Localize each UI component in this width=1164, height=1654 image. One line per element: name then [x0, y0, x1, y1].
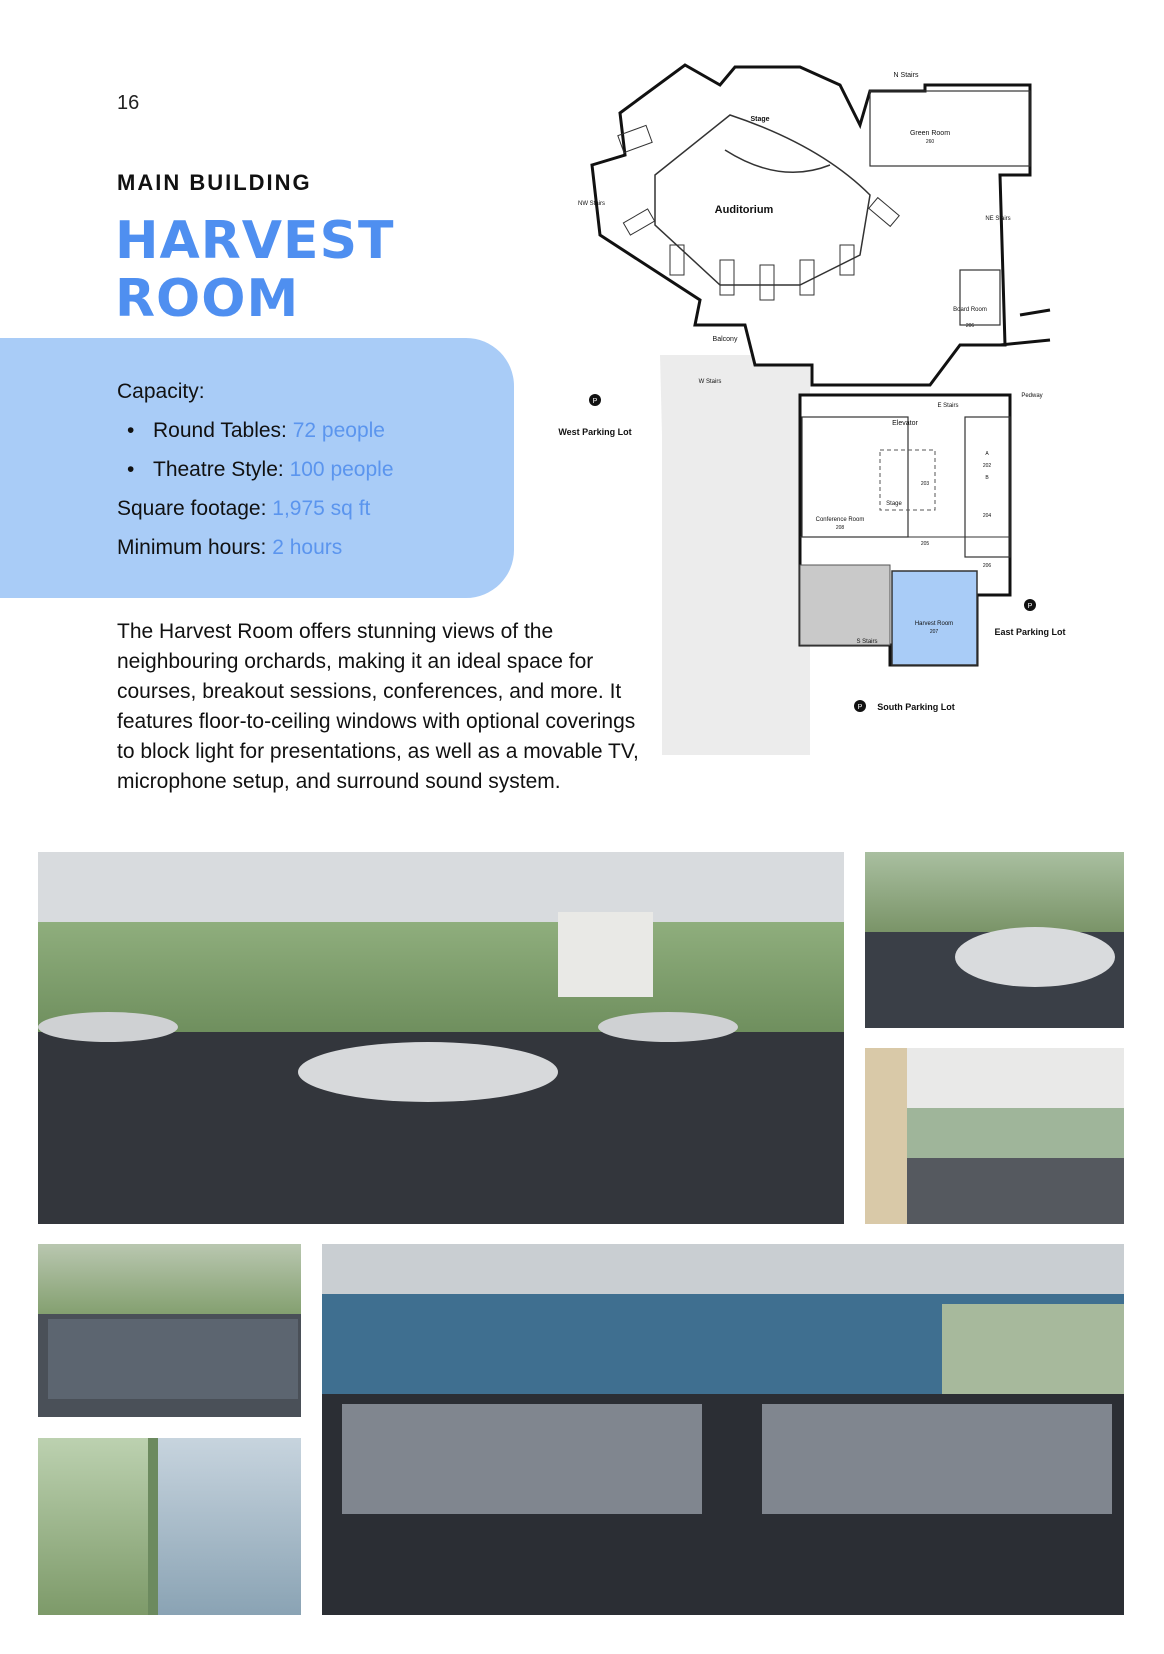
nw-stairs-label: NW Stairs — [578, 201, 605, 207]
stairwell-area — [800, 565, 890, 645]
elevator-label: Elevator — [892, 420, 918, 427]
photo-room-round-tables — [38, 852, 844, 1224]
room-204-label: 204 — [982, 513, 992, 519]
min-hours-value: 2 hours — [272, 536, 343, 559]
photo-chair-rows — [38, 1244, 301, 1417]
ne-stairs-label: NE Stairs — [985, 216, 1011, 222]
title-line-2: ROOM — [115, 269, 300, 329]
auditorium-label: Auditorium — [714, 204, 774, 216]
theatre-row: • Theatre Style: 100 people — [127, 458, 394, 481]
page-number: 16 — [117, 92, 140, 114]
photo-room-wide — [865, 1048, 1124, 1224]
photo-windows-view — [38, 1438, 301, 1615]
south-parking-p: P — [857, 704, 863, 711]
capacity-label: Capacity: — [117, 380, 205, 403]
pedway-line-2 — [1000, 340, 1050, 345]
conference-room-number: 208 — [835, 525, 845, 531]
pedway-label: Pedway — [1021, 393, 1043, 399]
round-tables-value: 72 people — [292, 419, 385, 442]
photo-room-corner — [865, 852, 1124, 1028]
pedway-line — [1020, 310, 1050, 315]
e-stairs-label: E Stairs — [937, 403, 959, 409]
round-tables-row: • Round Tables: 72 people — [127, 419, 385, 442]
board-room-number: 206 — [965, 323, 975, 329]
sqft-row: Square footage: 1,975 sq ft — [117, 497, 371, 520]
s-stairs-label: S Stairs — [856, 639, 878, 645]
harvest-room-highlight — [892, 571, 977, 665]
balcony-label: Balcony — [712, 336, 738, 343]
specs-list — [117, 372, 394, 567]
min-hours-row: Minimum hours: 2 hours — [117, 536, 343, 559]
section-heading: MAIN BUILDING — [117, 170, 312, 195]
room-202-label: 202 — [982, 463, 992, 469]
sqft-value: 1,975 sq ft — [272, 497, 371, 520]
stage-mid-label: Stage — [886, 501, 902, 507]
room-description: The Harvest Room offers stunning views of the neighbouring orchards, making it an ideal space for courses, breakout sessions, conferences, and more. It features floor-to-ceiling windows with optional coverings to block light for presentations, as well as a movable TV, microphone setup, and surround sound system. — [117, 620, 639, 793]
n-stairs-label: N Stairs — [893, 72, 919, 79]
room-203-label: 203 — [920, 481, 930, 487]
west-parking-p: P — [592, 398, 598, 405]
title-line-1: HARVEST — [115, 211, 395, 271]
board-room-label: Board Room — [953, 307, 987, 313]
east-parking-label: East Parking Lot — [994, 627, 1066, 637]
west-parking-label: West Parking Lot — [558, 427, 632, 437]
room-206-label: 206 — [982, 563, 992, 569]
room-a-label: A — [985, 451, 989, 457]
main-building-outline — [592, 65, 1030, 385]
green-room-label: Green Room — [909, 130, 951, 137]
stage-label: Stage — [750, 116, 770, 123]
room-205-label: 205 — [920, 541, 930, 547]
photo-theatre-seating — [322, 1244, 1124, 1615]
page-title — [115, 212, 395, 328]
conference-room-label: Conference Room — [815, 517, 865, 523]
harvest-room-label: Harvest Room — [914, 621, 954, 627]
room-b-label: B — [985, 475, 989, 481]
east-parking-p: P — [1027, 603, 1033, 610]
green-room-number: 260 — [925, 139, 935, 145]
floor-plan — [558, 55, 1120, 765]
harvest-room-number: 207 — [929, 629, 939, 635]
walkway-area — [660, 355, 810, 755]
south-parking-label: South Parking Lot — [877, 702, 955, 712]
theatre-value: 100 people — [289, 458, 394, 481]
w-stairs-label: W Stairs — [698, 379, 722, 385]
